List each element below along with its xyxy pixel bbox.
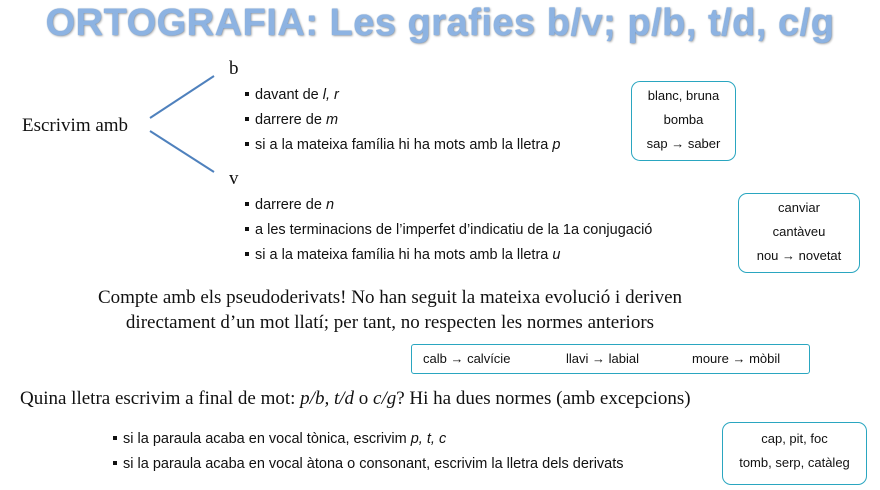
v-example-2: cantàveu <box>772 224 826 239</box>
final-rule-1: si la paraula acaba en vocal tònica, escrivim p, t, c <box>113 431 446 447</box>
letter-b: b <box>229 58 239 79</box>
bullet-icon <box>245 92 249 96</box>
bullet-icon <box>245 202 249 206</box>
final-example-1: cap, pit, foc <box>761 431 828 446</box>
v-example-1: canviar <box>778 200 820 215</box>
branch-line-v <box>150 131 214 172</box>
final-rule-2: si la paraula acaba en vocal àtona o consonant, escrivim la lletra dels derivats <box>113 456 624 472</box>
b-example-1: blanc, bruna <box>647 88 720 103</box>
bullet-icon <box>245 142 249 146</box>
branch-line-b <box>150 76 214 118</box>
b-rule-2: darrere de m <box>245 112 338 128</box>
bullet-icon <box>245 117 249 121</box>
bullet-icon <box>245 252 249 256</box>
b-examples-box <box>631 81 736 161</box>
b-example-3: sap → saber <box>646 136 721 151</box>
bullet-icon <box>245 227 249 231</box>
final-example-2: tomb, serp, catàleg <box>739 455 850 470</box>
pseudo-example-1: calb → calvície <box>423 351 511 366</box>
final-examples-box <box>722 422 867 485</box>
v-rule-3: si a la mateixa família hi ha mots amb la lletra u <box>245 247 560 263</box>
letter-v: v <box>229 168 239 189</box>
v-example-3: nou → novetat <box>756 248 842 263</box>
pseudo-example-2: llavi → labial <box>566 351 639 366</box>
v-examples-box <box>738 193 860 273</box>
bullet-icon <box>113 436 117 440</box>
bullet-icon <box>113 461 117 465</box>
pseudo-examples-box <box>411 344 810 374</box>
v-rule-1: darrere de n <box>245 197 334 213</box>
pseudo-line-2: directament d’un mot llatí; per tant, no respecten les normes anteriors <box>125 312 655 333</box>
pseudo-example-3: moure → mòbil <box>692 351 781 366</box>
b-example-2: bomba <box>663 112 704 127</box>
pseudo-line-1: Compte amb els pseudoderivats! No han seguit la mateixa evolució i deriven <box>97 287 683 308</box>
page-title: ORTOGRAFIA: Les grafies b/v; p/b, t/d, c/g <box>45 2 835 44</box>
v-rule-2: a les terminacions de l’imperfet d’indicatiu de la 1a conjugació <box>245 222 652 238</box>
b-rule-1: davant de l, r <box>245 87 339 103</box>
final-question: Quina lletra escrivim a final de mot: p/b, t/d o c/g? Hi ha dues normes (amb excepcions) <box>20 388 691 409</box>
b-rule-3: si a la mateixa família hi ha mots amb la lletra p <box>245 137 560 153</box>
root-label: Escrivim amb <box>22 115 129 136</box>
